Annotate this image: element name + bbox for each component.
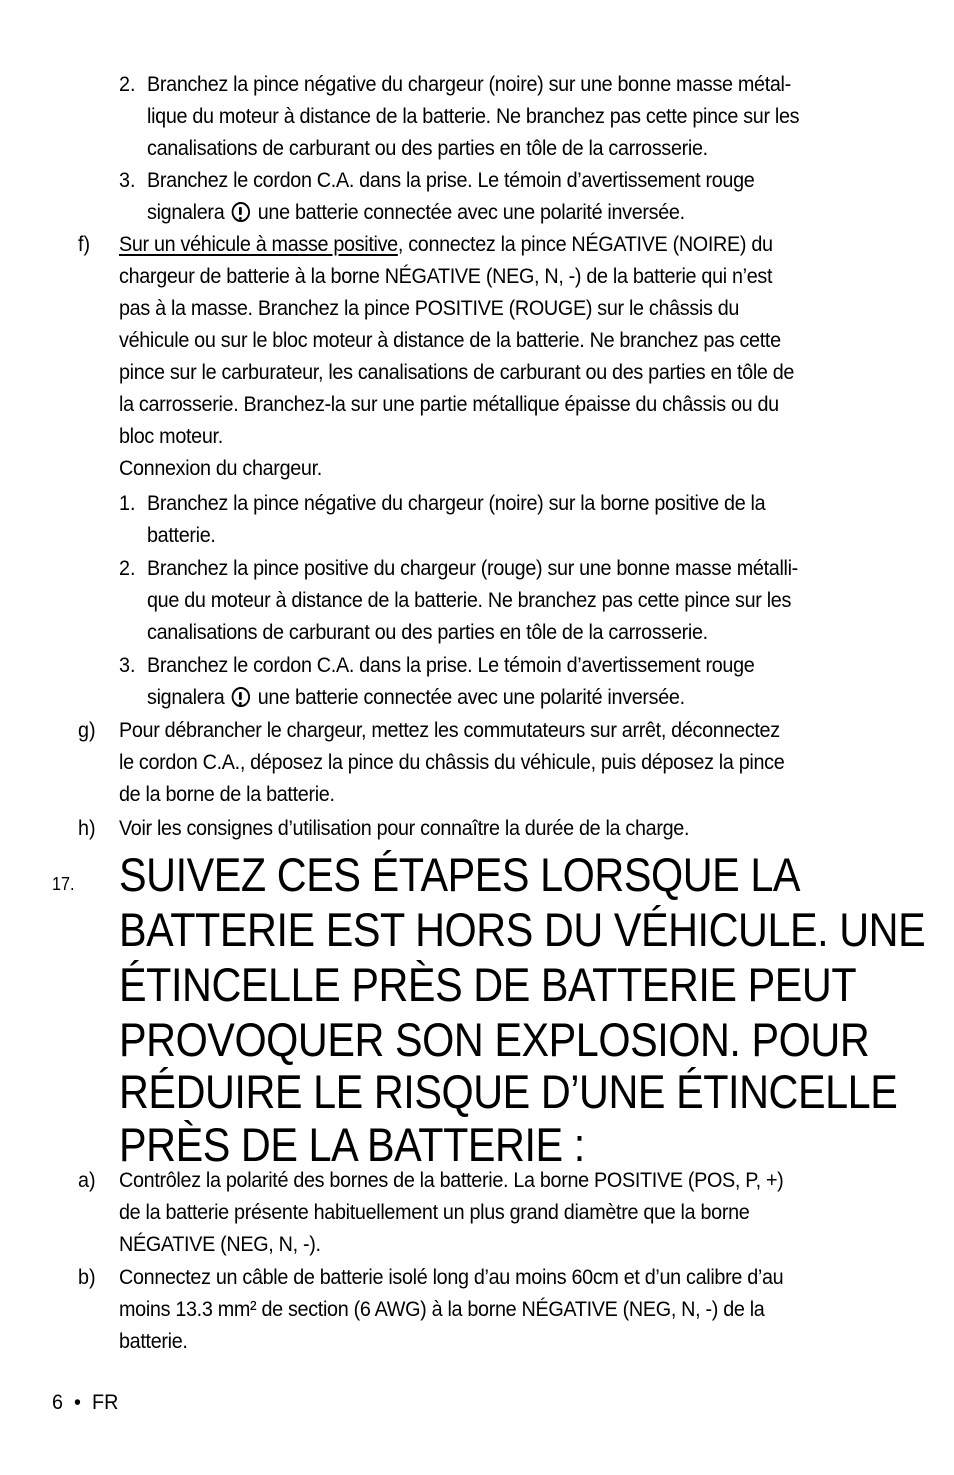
text-line: Connectez un câble de batterie isolé long d’au moins 60cm et d’un calibre d’au xyxy=(119,1265,784,1289)
item-marker: b) xyxy=(78,1265,96,1289)
text-line: Branchez le cordon C.A. dans la prise. Le témoin d’avertissement rouge xyxy=(147,168,755,192)
item-marker: h) xyxy=(78,816,96,840)
text-line: chargeur de batterie à la borne NÉGATIVE (NEG, N, -) de la batterie qui n’est xyxy=(119,264,773,288)
footer-bullet: • xyxy=(74,1390,81,1414)
text-fragment: une batterie connectée avec une polarité inversée. xyxy=(257,685,685,709)
text-fragment: signalera xyxy=(147,685,225,709)
text-line: Branchez la pince négative du chargeur (noire) sur la borne positive de la xyxy=(147,491,766,515)
text-line: Contrôlez la polarité des bornes de la batterie. La borne POSITIVE (POS, P, +) xyxy=(119,1168,784,1192)
step-number: 1. xyxy=(119,491,136,515)
text-line-with-icon xyxy=(147,681,685,713)
text-line: la carrosserie. Branchez-la sur une partie métallique épaisse du châssis ou du xyxy=(119,392,779,416)
text-fragment: , connectez la pince NÉGATIVE (NOIRE) du xyxy=(397,232,773,256)
item-marker: a) xyxy=(78,1168,96,1192)
text-line: lique du moteur à distance de la batterie. Ne branchez pas cette pince sur les xyxy=(147,104,800,128)
warning-heading-line: SUIVEZ CES ÉTAPES LORSQUE LA xyxy=(119,848,801,901)
page-footer xyxy=(52,1388,118,1416)
warning-heading-line: BATTERIE EST HORS DU VÉHICULE. UNE xyxy=(119,903,926,956)
text-line: le cordon C.A., déposez la pince du châssis du véhicule, puis déposez la pince xyxy=(119,750,785,774)
text-line: bloc moteur. xyxy=(119,424,223,448)
step-number: 2. xyxy=(119,72,136,96)
text-line: Voir les consignes d’utilisation pour connaître la durée de la charge. xyxy=(119,816,690,840)
step-number: 2. xyxy=(119,556,136,580)
warning-heading-line: ÉTINCELLE PRÈS DE BATTERIE PEUT xyxy=(119,958,857,1011)
underlined-lead: Sur un véhicule à masse positive xyxy=(119,232,398,256)
text-line xyxy=(119,228,773,260)
step-number: 3. xyxy=(119,168,136,192)
item-marker: g) xyxy=(78,718,96,742)
text-line: Branchez la pince positive du chargeur (rouge) sur une bonne masse métalli- xyxy=(147,556,798,580)
step-number: 3. xyxy=(119,653,136,677)
section-number: 17. xyxy=(52,874,75,894)
text-line: Branchez la pince négative du chargeur (noire) sur une bonne masse métal- xyxy=(147,72,791,96)
text-line: moins 13.3 mm² de section (6 AWG) à la borne NÉGATIVE (NEG, N, -) de la xyxy=(119,1297,765,1321)
text-line: Pour débrancher le chargeur, mettez les commutateurs sur arrêt, déconnectez xyxy=(119,718,780,742)
text-line: pince sur le carburateur, les canalisations de carburant ou des parties en tôle de xyxy=(119,360,795,384)
subheading: Connexion du chargeur. xyxy=(119,456,322,480)
text-line: canalisations de carburant ou des parties en tôle de la carrosserie. xyxy=(147,136,708,160)
warning-circle-icon xyxy=(231,687,249,707)
text-line: Branchez le cordon C.A. dans la prise. Le témoin d’avertissement rouge xyxy=(147,653,755,677)
warning-heading-line: PRÈS DE LA BATTERIE : xyxy=(119,1118,585,1171)
warning-heading-line: PROVOQUER SON EXPLOSION. POUR xyxy=(119,1013,870,1066)
warning-heading-line: RÉDUIRE LE RISQUE D’UNE ÉTINCELLE xyxy=(119,1065,898,1118)
text-fragment: signalera xyxy=(147,200,225,224)
page-number: 6 xyxy=(52,1390,64,1414)
text-fragment: une batterie connectée avec une polarité inversée. xyxy=(257,200,685,224)
text-line: pas à la masse. Branchez la pince POSITIVE (ROUGE) sur le châssis du xyxy=(119,296,740,320)
warning-circle-icon xyxy=(231,202,249,222)
text-line: véhicule ou sur le bloc moteur à distance de la batterie. Ne branchez pas cette xyxy=(119,328,781,352)
text-line: canalisations de carburant ou des parties en tôle de la carrosserie. xyxy=(147,620,708,644)
text-line: batterie. xyxy=(119,1329,188,1353)
text-line: que du moteur à distance de la batterie. Ne branchez pas cette pince sur les xyxy=(147,588,792,612)
item-marker: f) xyxy=(78,232,91,256)
text-line: batterie. xyxy=(147,523,216,547)
text-line: NÉGATIVE (NEG, N, -). xyxy=(119,1232,321,1256)
text-line-with-icon xyxy=(147,196,685,228)
text-line: de la borne de la batterie. xyxy=(119,782,335,806)
text-line: de la batterie présente habituellement un plus grand diamètre que la borne xyxy=(119,1200,750,1224)
language-code: FR xyxy=(91,1390,119,1414)
